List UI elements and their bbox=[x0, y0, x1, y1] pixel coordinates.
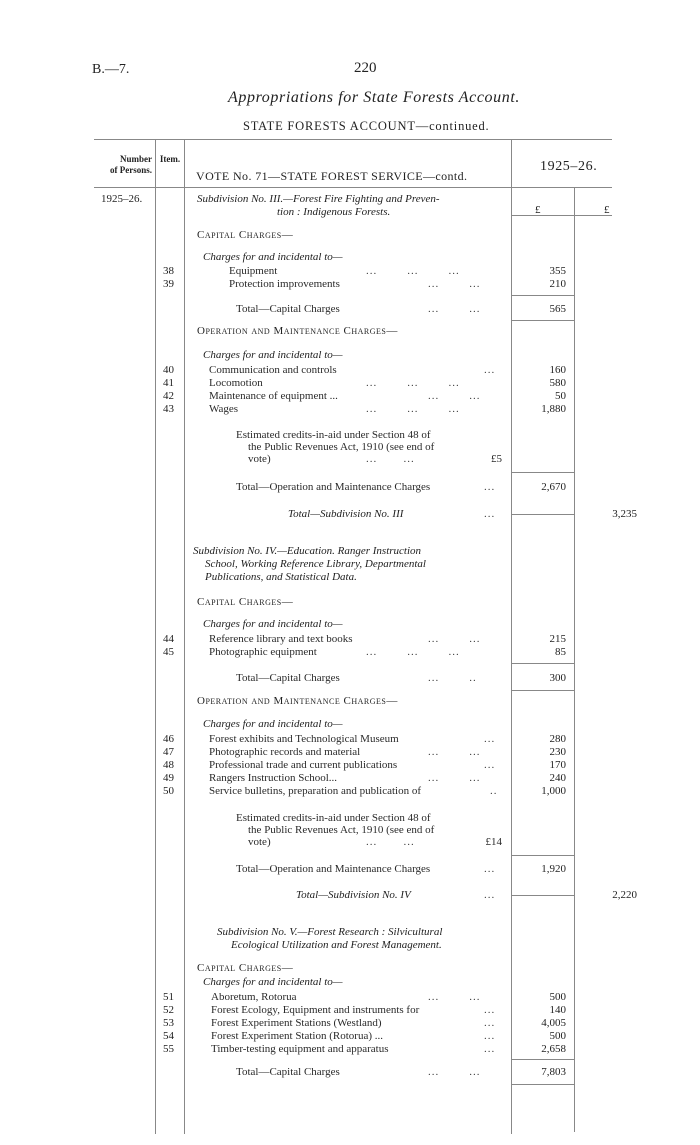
item-number: 38 bbox=[163, 265, 174, 277]
item-label: Locomotion bbox=[209, 377, 263, 389]
subdivision-3-heading-line-2: tion : Indigenous Forests. bbox=[277, 206, 391, 218]
item-number: 52 bbox=[163, 1004, 174, 1016]
total-label: Total—Capital Charges bbox=[236, 1066, 340, 1078]
item-column-heading: Item. bbox=[159, 154, 181, 164]
subdivision-total-amount: 2,220 bbox=[612, 889, 637, 901]
total-amount: 2,670 bbox=[541, 481, 566, 493]
subtotal-column-rule bbox=[574, 187, 575, 1132]
leader-dots: .. bbox=[490, 785, 498, 797]
item-number: 43 bbox=[163, 403, 174, 415]
item-label: Forest Experiment Stations (Westland) bbox=[211, 1017, 382, 1029]
item-amount: 240 bbox=[549, 772, 566, 784]
item-amount: 580 bbox=[549, 377, 566, 389]
item-label: Forest Experiment Station (Rotorua) ... bbox=[211, 1030, 383, 1042]
leader-dots: ... bbox=[484, 863, 496, 875]
currency-symbol-2: £ bbox=[604, 204, 610, 216]
persons-column-heading: Number of Persons. bbox=[110, 154, 152, 175]
item-label: Aboretum, Rotorua bbox=[211, 991, 297, 1003]
item-label: Timber-testing equipment and apparatus bbox=[211, 1043, 389, 1055]
sum-rule bbox=[512, 1059, 574, 1060]
item-number: 48 bbox=[163, 759, 174, 771]
leader-dots: ... ... bbox=[428, 278, 481, 290]
persons-column-rule bbox=[155, 139, 156, 1134]
leader-dots: ... ... bbox=[428, 303, 481, 315]
subdivision-total-label: Total—Subdivision No. III bbox=[288, 508, 404, 520]
item-label: Communication and controls bbox=[209, 364, 337, 376]
total-label: Total—Capital Charges bbox=[236, 672, 340, 684]
item-amount: 160 bbox=[549, 364, 566, 376]
item-amount: 4,005 bbox=[541, 1017, 566, 1029]
leader-dots: ... ... ... bbox=[366, 377, 460, 389]
item-number: 42 bbox=[163, 390, 174, 402]
subdivision-5-heading-line-1: Subdivision No. V.—Forest Research : Silvicultural bbox=[217, 926, 443, 938]
leader-dots: ... bbox=[484, 733, 496, 745]
item-amount: 230 bbox=[549, 746, 566, 758]
charges-for-label: Charges for and incidental to— bbox=[203, 618, 343, 630]
persons-year: 1925–26. bbox=[101, 193, 143, 205]
leader-dots: ... ... ... bbox=[366, 646, 460, 658]
total-amount: 7,803 bbox=[541, 1066, 566, 1078]
leader-dots: ... ... ... bbox=[366, 403, 460, 415]
item-label: Professional trade and current publications bbox=[209, 759, 398, 771]
item-number: 44 bbox=[163, 633, 174, 645]
item-number: 53 bbox=[163, 1017, 174, 1029]
item-amount: 170 bbox=[549, 759, 566, 771]
om-charges-label: Operation and Maintenance Charges— bbox=[197, 695, 398, 707]
leader-dots: ... ... bbox=[428, 746, 481, 758]
page-title: Appropriations for State Forests Account. bbox=[228, 89, 520, 106]
item-number: 39 bbox=[163, 278, 174, 290]
charges-for-label: Charges for and incidental to— bbox=[203, 251, 343, 263]
leader-dots: ... ... bbox=[428, 633, 481, 645]
subdivision-4-heading-line-2: School, Working Reference Library, Departmental bbox=[205, 558, 426, 570]
total-rule bbox=[512, 690, 574, 691]
leader-dots: ... ... bbox=[428, 991, 481, 1003]
charges-for-label: Charges for and incidental to— bbox=[203, 349, 343, 361]
item-number: 41 bbox=[163, 377, 174, 389]
total-label: Total—Capital Charges bbox=[236, 303, 340, 315]
leader-dots: ... bbox=[484, 759, 496, 771]
currency-symbol-1: £ bbox=[535, 204, 541, 216]
item-amount: 1,880 bbox=[541, 403, 566, 415]
leader-dots: ... bbox=[484, 1017, 496, 1029]
total-rule bbox=[512, 320, 574, 321]
item-number: 50 bbox=[163, 785, 174, 797]
item-number: 40 bbox=[163, 364, 174, 376]
item-label: Forest exhibits and Technological Museum bbox=[209, 733, 399, 745]
charges-for-label: Charges for and incidental to— bbox=[203, 718, 343, 730]
item-number: 51 bbox=[163, 991, 174, 1003]
item-label: Wages bbox=[209, 403, 239, 415]
item-label: Reference library and text books bbox=[209, 633, 353, 645]
item-amount: 500 bbox=[549, 991, 566, 1003]
sum-rule bbox=[512, 295, 574, 296]
credits-in-aid-note: Estimated credits-in-aid under Section 48 of the Public Revenues Act, 1910 (see end of vote) ... ... £5 bbox=[236, 429, 502, 465]
subdivision-5-heading-line-2: Ecological Utilization and Forest Management. bbox=[231, 939, 442, 951]
item-label: Photographic records and material bbox=[209, 746, 361, 758]
item-label: Forest Ecology, Equipment and instruments for bbox=[211, 1004, 420, 1016]
total-amount: 565 bbox=[549, 303, 566, 315]
item-amount: 500 bbox=[549, 1030, 566, 1042]
leader-dots: ... bbox=[484, 1004, 496, 1016]
item-label: Rangers Instruction School... bbox=[209, 772, 338, 784]
total-label: Total—Operation and Maintenance Charges bbox=[236, 863, 431, 875]
subdivision-total-label: Total—Subdivision No. IV bbox=[296, 889, 411, 901]
credits-amount: £5 bbox=[491, 453, 502, 465]
item-amount: 140 bbox=[549, 1004, 566, 1016]
leader-dots: ... bbox=[484, 364, 496, 376]
item-label: Maintenance of equipment ... bbox=[209, 390, 338, 402]
item-label: Service bulletins, preparation and publication of bbox=[209, 785, 421, 797]
sum-rule bbox=[512, 855, 574, 856]
total-amount: 300 bbox=[549, 672, 566, 684]
leader-dots: ... ... bbox=[428, 772, 481, 784]
sum-rule bbox=[512, 663, 574, 664]
item-amount: 50 bbox=[555, 390, 566, 402]
total-label: Total—Operation and Maintenance Charges bbox=[236, 481, 431, 493]
total-dash-rule bbox=[512, 514, 574, 515]
item-amount: 210 bbox=[549, 278, 566, 290]
document-reference: B.—7. bbox=[92, 62, 130, 77]
leader-dots: ... bbox=[484, 1030, 496, 1042]
leader-dots: ... bbox=[484, 481, 496, 493]
item-number: 55 bbox=[163, 1043, 174, 1055]
sum-rule bbox=[512, 472, 574, 473]
leader-dots: ... .. bbox=[428, 672, 477, 684]
leader-dots: ... bbox=[484, 1043, 496, 1055]
item-amount: 2,658 bbox=[541, 1043, 566, 1055]
item-number: 45 bbox=[163, 646, 174, 658]
item-amount: 355 bbox=[549, 265, 566, 277]
subdivision-3-heading-line-1: Subdivision No. III.—Forest Fire Fighting and Preven- bbox=[197, 193, 440, 205]
subdivision-4-heading-line-3: Publications, and Statistical Data. bbox=[205, 571, 357, 583]
page-subtitle: STATE FORESTS ACCOUNT—continued. bbox=[243, 119, 490, 133]
credits-in-aid-note: Estimated credits-in-aid under Section 48 of the Public Revenues Act, 1910 (see end of vote) ... ... £14 bbox=[236, 812, 502, 848]
table-top-rule bbox=[94, 139, 612, 140]
item-number: 46 bbox=[163, 733, 174, 745]
total-rule bbox=[512, 1084, 574, 1085]
total-amount: 1,920 bbox=[541, 863, 566, 875]
capital-charges-label: Capital Charges— bbox=[197, 596, 294, 608]
leader-dots: ... ... bbox=[428, 390, 481, 402]
item-amount: 280 bbox=[549, 733, 566, 745]
leader-dots: ... bbox=[484, 889, 496, 901]
page-number: 220 bbox=[354, 60, 377, 76]
capital-charges-label: Capital Charges— bbox=[197, 962, 294, 974]
item-number: 47 bbox=[163, 746, 174, 758]
table-header-rule bbox=[94, 187, 612, 188]
leader-dots: ... bbox=[484, 508, 496, 520]
credits-amount: £14 bbox=[485, 836, 502, 848]
item-amount: 85 bbox=[555, 646, 566, 658]
subdivision-total-amount: 3,235 bbox=[612, 508, 637, 520]
total-dash-rule bbox=[512, 895, 574, 896]
charges-for-label: Charges for and incidental to— bbox=[203, 976, 343, 988]
item-label: Protection improvements bbox=[229, 278, 340, 290]
item-amount: 215 bbox=[549, 633, 566, 645]
om-charges-label: Operation and Maintenance Charges— bbox=[197, 325, 398, 337]
currency-rule bbox=[512, 215, 612, 216]
capital-charges-label: Capital Charges— bbox=[197, 229, 294, 241]
item-number: 54 bbox=[163, 1030, 174, 1042]
subdivision-4-heading-line-1: Subdivision No. IV.—Education. Ranger Instruction bbox=[193, 545, 422, 557]
item-amount: 1,000 bbox=[541, 785, 566, 797]
vote-heading: VOTE No. 71—STATE FOREST SERVICE—contd. bbox=[196, 169, 468, 183]
item-column-rule bbox=[184, 139, 185, 1134]
leader-dots: ... ... ... bbox=[366, 265, 460, 277]
item-number: 49 bbox=[163, 772, 174, 784]
item-label: Equipment bbox=[229, 265, 278, 277]
leader-dots: ... ... bbox=[428, 1066, 481, 1078]
year-heading: 1925–26. bbox=[540, 159, 598, 174]
item-label: Photographic equipment bbox=[209, 646, 317, 658]
